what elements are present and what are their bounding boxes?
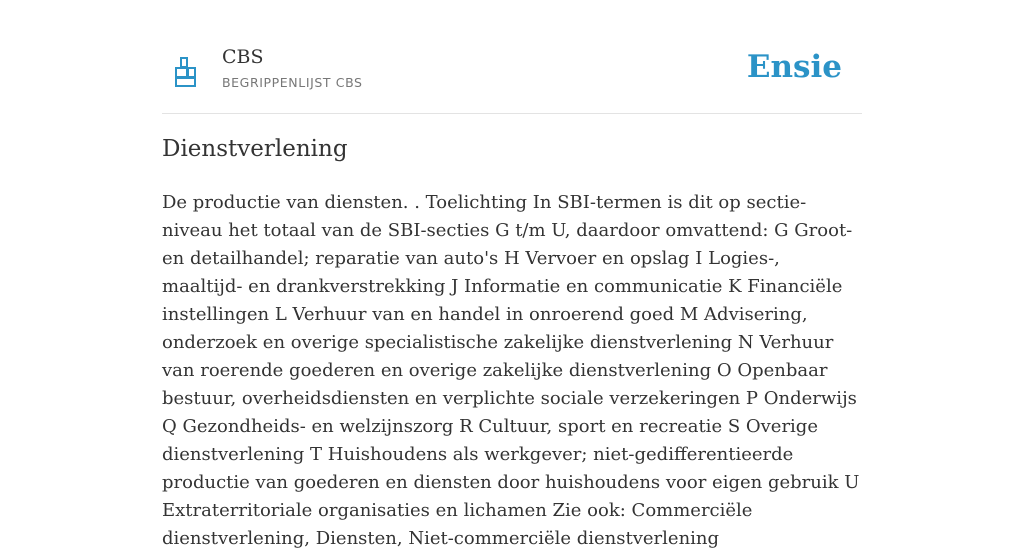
header [162, 0, 862, 114]
cbs-logo-icon[interactable] [175, 57, 197, 87]
glossary-subtitle[interactable]: BEGRIPPENLIJST CBS [222, 75, 363, 90]
org-name[interactable]: CBS [222, 46, 264, 68]
page [162, 0, 862, 549]
ensie-logo-link[interactable]: Ensie [746, 49, 842, 85]
term-definition: De productie van diensten. . Toelichting In SBI-termen is dit op sectie-niveau het totaal van de SBI-secties G t/m U, daardoor omvattend: G Groot- en detailhandel; reparatie van auto's H Vervoer en opslag I Logies-, maaltijd- en drankverstrekking J Informatie en communicatie K Financiële instellingen L Verhuur van en handel in onroerend goed M Advisering, onderzoek en overige specialistische zakelijke dienstverlening N Verhuur van roerende goederen en overige zakelijke dienstverlening O Openbaar bestuur, overheidsdiensten en verplichte sociale verzekeringen P Onderwijs Q Gezondheids- en welzijnszorg R Cultuur, sport en recreatie S Overige dienstverlening T Huishoudens als werkgever; niet-gedifferentieerde productie van goederen en diensten door huishoudens voor eigen gebruik U Extraterritoriale organisaties en lichamen Zie ook: Commerciële dienstverlening, Diensten, Niet-commerciële dienstverlening [162, 192, 860, 549]
term-title: Dienstverlening [162, 136, 348, 162]
